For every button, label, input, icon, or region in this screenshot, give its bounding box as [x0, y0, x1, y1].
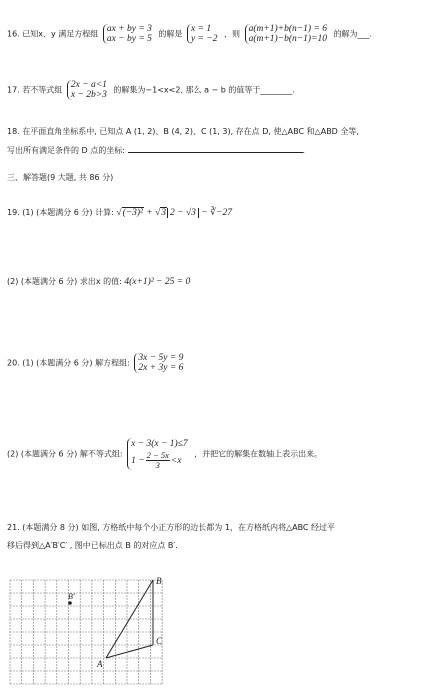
- q17-number: 17.: [7, 85, 20, 95]
- q19-p1-expression: √(−3)² + √3 2 − √3 − ∛−27: [116, 208, 233, 218]
- label-Bprime: B′: [68, 592, 75, 601]
- q19-sqrt-3: 3: [161, 208, 167, 218]
- q20-p2-after: ，并把它的解集在数轴上表示出来。: [194, 449, 323, 459]
- q19-p2-equation: 4(x+1)² − 25 = 0: [124, 277, 191, 287]
- q16-text-1: 已知x、y 满足方程组: [22, 29, 99, 39]
- point-Bprime: [68, 601, 72, 605]
- q20-p1-eq-b: 2x + 3y = 6: [138, 363, 184, 373]
- q18-end: .: [302, 146, 306, 155]
- q20-p2-tail: <x: [170, 455, 182, 466]
- q16-text-2: 的解是: [158, 29, 183, 39]
- q21-line-2: 移后得到△A′B′C′ , 图中已标出点 B 的对应点 B′.: [7, 541, 178, 550]
- q16-text-3: ，则: [224, 29, 241, 39]
- q19-p2-text: (2) (本题满分 6 分) 求出x 的值:: [7, 277, 125, 286]
- q19-sqrt-1: (−3)²: [122, 208, 143, 218]
- q19-cuberoot: − ∛−27: [198, 208, 233, 218]
- q18-prompt: 写出所有满足条件的 D 点的坐标:: [7, 146, 125, 155]
- q16-sys3-eq-a: a(m+1)+b(n−1) = 6: [248, 24, 328, 34]
- q16-text-4: 的解为___.: [333, 29, 373, 39]
- q19-plus: +: [146, 208, 156, 218]
- q16-sys2-eq-b: y = −2: [190, 34, 218, 44]
- grid-lines: [10, 580, 162, 684]
- q20-p1-text: 20. (1) (本题满分 6 分) 解方程组:: [7, 358, 130, 368]
- q19-abs: 2 − √3: [167, 208, 199, 218]
- q21-line-1: 21. (本题满分 8 分) 如图, 方格纸中每个小正方形的边长都为 1，在方格纸内将△ABC 经过平: [7, 523, 336, 532]
- q16-number: 16.: [7, 29, 20, 39]
- label-C: C: [156, 636, 163, 646]
- q20-p2-text: (2) (本题满分 6 分) 解不等式组:: [7, 449, 123, 459]
- q19-p1-text: 19. (1) (本题满分 6 分) 计算:: [7, 208, 117, 217]
- q17-text-1: 若不等式组: [22, 85, 63, 95]
- q16-sys1-eq-b: ax − by = 5: [106, 34, 152, 44]
- section-3-title: 三、解答题(9 大题, 共 86 分): [7, 173, 114, 182]
- label-A: A: [97, 659, 103, 669]
- q16-sys2-eq-a: x = 1: [190, 24, 212, 34]
- q17-sys-eq-b: x − 2b>3: [70, 90, 107, 100]
- q20-p2-frac-den: 3: [155, 460, 160, 470]
- q18-line-1: 18. 在平面直角坐标系中, 已知点 A (1, 2)、B (4, 2)、C (1, 3), 存在点 D, 使△ABC 和△ABD 全等,: [7, 127, 359, 136]
- q20-p1-eq-a: 3x − 5y = 9: [138, 353, 184, 363]
- q20-p2-frac-num: 2 − 5x: [146, 450, 169, 460]
- q17-text-2: 的解集为−1<x<2, 那么 a − b 的值等于________.: [113, 85, 295, 95]
- q16-sys3-eq-b: a(m+1)−b(n−1)=10: [248, 34, 328, 44]
- q17-sys-eq-a: 2x − a<1: [70, 80, 107, 90]
- q20-p2-lead: 1 −: [131, 455, 145, 466]
- q16-sys1-eq-a: ax + by = 3: [106, 24, 152, 34]
- q20-p2-eq-a: x − 3(x − 1)≤7: [131, 439, 188, 449]
- label-B: B: [156, 576, 162, 586]
